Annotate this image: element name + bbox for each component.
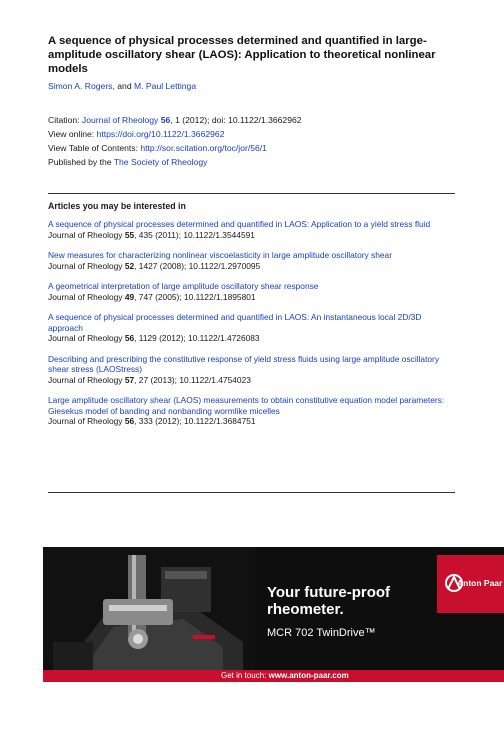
- author-separator: , and: [112, 81, 134, 91]
- ref-journal: Journal of Rheology: [48, 229, 123, 240]
- related-article-ref: [48, 333, 448, 344]
- article-title: A sequence of physical processes determined and quantified in large-amplitude oscillatory shear (LAOS): Application to theoretical nonlinear models: [48, 35, 436, 75]
- ref-volume: 56: [124, 416, 135, 426]
- related-article: [48, 312, 448, 344]
- related-article-title[interactable]: Describing and prescribing the constitutive response of yield stress fluids using large amplitude oscillatory shear stress (LAOStress): [48, 353, 440, 374]
- article-header: [48, 34, 456, 169]
- anton-paar-logo-text: Anton Paar: [457, 578, 503, 588]
- citation-label: Citation:: [48, 115, 82, 125]
- toc-row: [48, 141, 456, 155]
- related-article-title[interactable]: New measures for characterizing nonlinear viscoelasticity in large amplitude oscillatory shear: [48, 250, 392, 260]
- author-line: [48, 81, 456, 92]
- related-article: [48, 395, 448, 427]
- journal-volume[interactable]: 56: [160, 115, 171, 125]
- ad-contact-text: [221, 671, 349, 680]
- related-article-title[interactable]: Large amplitude oscillatory shear (LAOS) measurements to obtain constitutive equation model parameters: Giesekus model of banding and nonbanding wormlike micelles: [48, 395, 445, 416]
- ref-details: , 747 (2005); 10.1122/1.1895801: [134, 291, 256, 302]
- ref-volume: 55: [124, 229, 135, 240]
- journal-link[interactable]: Journal of Rheology: [81, 115, 159, 125]
- related-article: [48, 354, 448, 386]
- related-article-title[interactable]: A sequence of physical processes determined and quantified in LAOS: Application to a yield stress fluid: [48, 219, 431, 229]
- ad-headline: Your future-proof rheometer.: [267, 584, 391, 618]
- ref-volume: 56: [124, 333, 135, 343]
- related-article: [48, 219, 448, 240]
- ref-journal: Journal of Rheology: [48, 374, 123, 385]
- toc-link[interactable]: http://sor.scitation.org/toc/jor/56/1: [140, 143, 267, 153]
- related-heading: Articles you may be interested in: [48, 201, 186, 211]
- ad-contact-url[interactable]: www.anton-paar.com: [268, 671, 349, 680]
- related-article-ref: [48, 375, 448, 386]
- rheometer-photo: [43, 547, 255, 670]
- related-article-title[interactable]: A sequence of physical processes determined and quantified in LAOS: An instantaneous local 2D/3D approach: [48, 312, 422, 333]
- ref-volume: 57: [124, 374, 135, 385]
- related-article-ref: [48, 261, 448, 272]
- ref-details: , 1129 (2012); 10.1122/1.4726083: [134, 333, 260, 343]
- anton-paar-logo: [437, 555, 504, 613]
- related-article: [48, 250, 448, 271]
- toc-label: View Table of Contents:: [48, 143, 141, 153]
- citation-details: , 1 (2012); doi: 10.1122/1.3662962: [170, 115, 302, 125]
- ref-volume: 52: [124, 260, 135, 271]
- related-article: [48, 281, 448, 302]
- author-link-lettinga[interactable]: M. Paul Lettinga: [134, 81, 197, 91]
- ref-details: , 1427 (2008); 10.1122/1.2970095: [134, 260, 261, 271]
- author-link-rogers[interactable]: Simon A. Rogers: [48, 81, 113, 91]
- ad-contact-label: Get in touch:: [221, 671, 269, 680]
- ref-details: , 333 (2012); 10.1122/1.3684751: [134, 416, 256, 426]
- ref-details: , 435 (2011); 10.1122/1.3544591: [134, 229, 255, 240]
- citation-block: [48, 113, 456, 169]
- related-articles-list: [48, 219, 448, 437]
- ref-journal: Journal of Rheology: [48, 333, 123, 343]
- publisher-link[interactable]: The Society of Rheology: [113, 157, 208, 167]
- ad-contact-bar: [43, 670, 504, 682]
- ref-journal: Journal of Rheology: [48, 416, 123, 426]
- related-article-ref: [48, 416, 448, 427]
- related-article-ref: [48, 230, 448, 241]
- publisher-row: [48, 155, 456, 169]
- top-divider: [48, 193, 455, 194]
- view-online-label: View online:: [48, 129, 97, 139]
- doi-link[interactable]: https://doi.org/10.1122/1.3662962: [96, 129, 225, 139]
- ad-model-name: MCR 702 TwinDrive™: [267, 627, 376, 639]
- ref-journal: Journal of Rheology: [48, 260, 123, 271]
- related-article-title[interactable]: A geometrical interpretation of large amplitude oscillatory shear response: [48, 281, 319, 291]
- rheometer-advertisement[interactable]: [43, 547, 504, 682]
- ref-details: , 27 (2013); 10.1122/1.4754023: [134, 374, 251, 385]
- related-article-ref: [48, 292, 448, 303]
- ref-journal: Journal of Rheology: [48, 291, 123, 302]
- view-online-row: [48, 127, 456, 141]
- ref-volume: 49: [124, 291, 135, 302]
- citation-row: [48, 113, 456, 127]
- publisher-label: Published by the: [48, 157, 114, 167]
- bottom-divider: [48, 492, 455, 493]
